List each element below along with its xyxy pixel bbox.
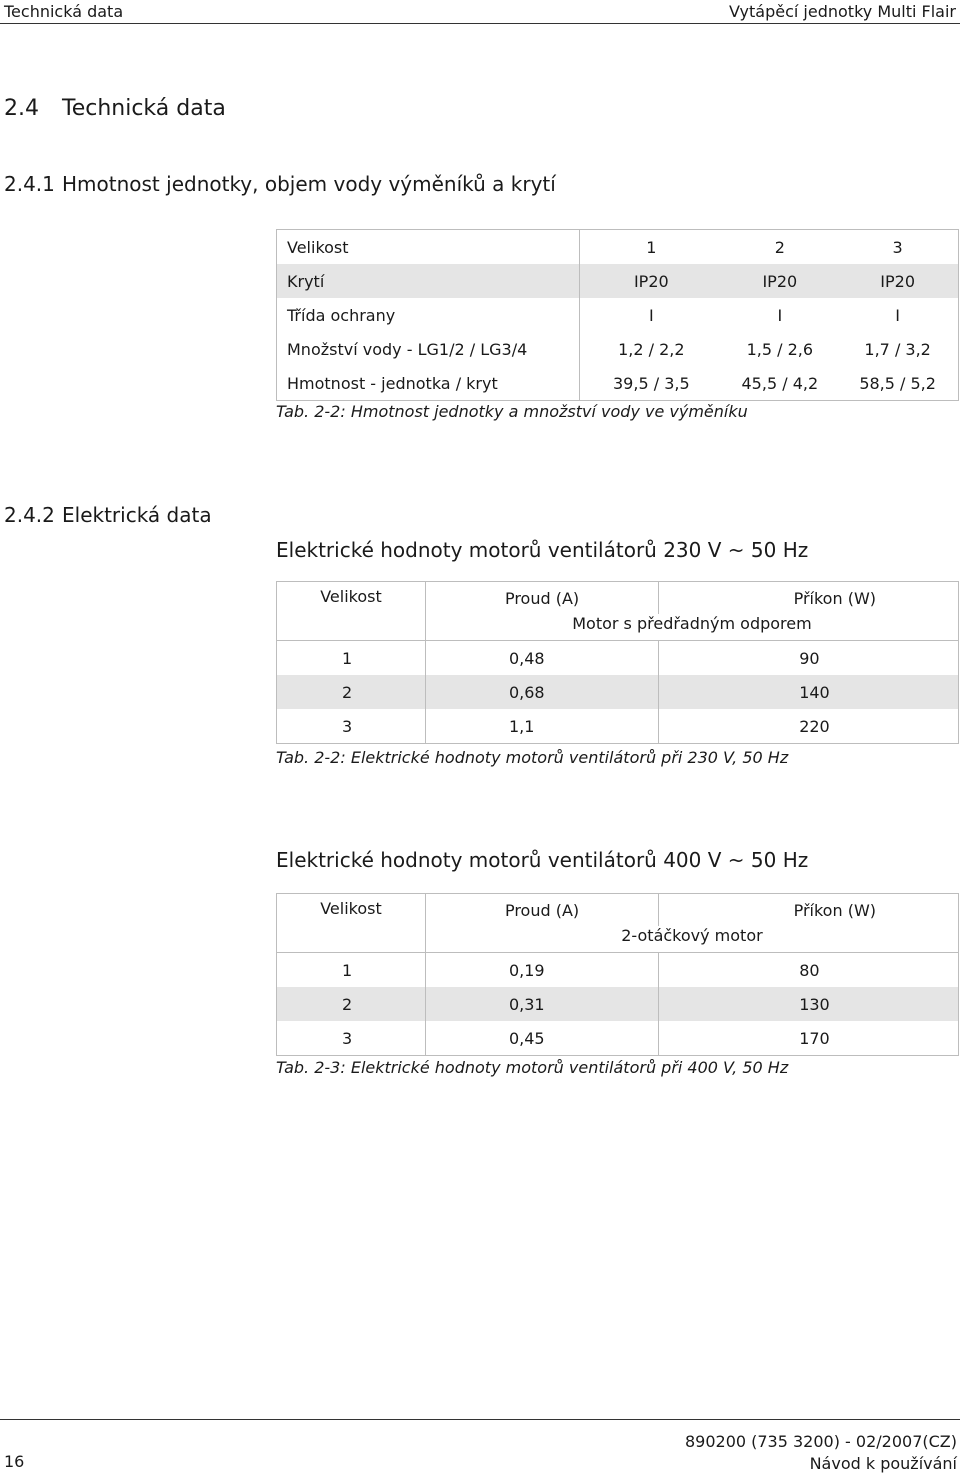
table-row (277, 264, 959, 298)
manual-label: Návod k používání (809, 1454, 957, 1473)
cell: 1 (277, 641, 426, 676)
cell: 2 (774, 237, 785, 257)
footer-doc-info (685, 1431, 957, 1475)
table-row (277, 366, 959, 401)
weight-water-table (276, 229, 959, 401)
page-number: 16 (4, 1452, 25, 1471)
subsection-1-number: 2.4.1 (4, 172, 55, 196)
table-row (277, 641, 959, 676)
cell: 3 (277, 709, 426, 744)
column-header-size: Velikost (277, 582, 426, 641)
column-header-current: Proud (A) (425, 582, 658, 615)
table-row (277, 675, 959, 709)
row-label: Třída ochrany (287, 305, 396, 325)
cell: 58,5 / 5,2 (859, 373, 936, 393)
header-rule (0, 23, 960, 24)
section-title (4, 96, 226, 121)
elec-230-table (276, 581, 959, 744)
cell: IP20 (837, 264, 958, 298)
subsection-2-number: 2.4.2 (4, 503, 55, 527)
subsection-2-title-text: Elektrická data (62, 503, 212, 527)
cell: 0,68 (425, 675, 658, 709)
table-header-row (277, 894, 959, 927)
cell: I (895, 305, 900, 325)
motor-type-subheader: 2-otáčkový motor (621, 926, 763, 945)
cell: 1,7 / 3,2 (864, 339, 931, 359)
table-row (277, 953, 959, 988)
row-label: Krytí (277, 264, 580, 298)
footer-rule (0, 1419, 960, 1420)
section-number: 2.4 (4, 96, 39, 121)
cell: 2 (277, 675, 426, 709)
subsection-2-title (4, 503, 212, 527)
cell: 1,5 / 2,6 (746, 339, 814, 359)
column-header-size: Velikost (277, 894, 426, 953)
column-header-current: Proud (A) (425, 894, 658, 927)
header-right: Vytápěcí jednotky Multi Flair (729, 2, 956, 21)
table-row (277, 332, 959, 366)
row-label: Velikost (287, 237, 349, 257)
elec-400-title: Elektrické hodnoty motorů ventilátorů 400 V ~ 50 Hz (276, 848, 809, 872)
cell: 1,2 / 2,2 (580, 332, 723, 366)
cell: 1,1 (425, 709, 658, 744)
cell: IP20 (580, 264, 723, 298)
motor-type-subheader: Motor s předřadným odporem (572, 614, 812, 633)
column-header-power: Příkon (W) (793, 900, 876, 920)
cell: 0,19 (425, 953, 658, 988)
cell: 3 (892, 237, 903, 257)
table-header-row (277, 582, 959, 615)
row-label: Množství vody - LG1/2 / LG3/4 (287, 339, 528, 359)
table-3-caption: Tab. 2-3: Elektrické hodnoty motorů ventilátorů při 400 V, 50 Hz (276, 1058, 789, 1077)
cell: 1 (580, 230, 723, 265)
cell: 39,5 / 3,5 (580, 366, 723, 401)
cell: 0,48 (425, 641, 658, 676)
table-row (277, 230, 959, 265)
table-row (277, 298, 959, 332)
cell: 0,45 (425, 1021, 658, 1056)
cell: 2 (277, 987, 426, 1021)
cell: 3 (277, 1021, 426, 1056)
cell: 45,5 / 4,2 (741, 373, 819, 393)
cell: 80 (659, 953, 959, 988)
cell: 170 (799, 1028, 830, 1048)
table-2-caption: Tab. 2-2: Elektrické hodnoty motorů ventilátorů při 230 V, 50 Hz (276, 748, 789, 767)
document-number: 890200 (735 3200) - 02/2007(CZ) (684, 1432, 957, 1451)
table-row (277, 1021, 959, 1056)
cell: 130 (659, 987, 959, 1021)
header-left: Technická data (4, 2, 124, 21)
column-header-power: Příkon (W) (793, 588, 876, 608)
cell: I (777, 305, 783, 325)
cell: IP20 (722, 264, 837, 298)
section-title-text: Technická data (62, 96, 226, 121)
elec-400-table (276, 893, 959, 1056)
table-row (277, 709, 959, 744)
cell: I (580, 298, 723, 332)
elec-230-title: Elektrické hodnoty motorů ventilátorů 230 V ~ 50 Hz (276, 538, 809, 562)
subsection-1-title-text: Hmotnost jednotky, objem vody výměníků a krytí (62, 172, 556, 196)
cell: 1 (277, 953, 426, 988)
cell: 140 (659, 675, 959, 709)
table-row (277, 987, 959, 1021)
cell: 0,31 (425, 987, 658, 1021)
table-1-caption: Tab. 2-2: Hmotnost jednotky a množství vody ve výměníku (276, 402, 748, 421)
subsection-1-title (4, 172, 556, 196)
row-label: Hmotnost - jednotka / kryt (287, 373, 498, 393)
cell: 90 (659, 641, 959, 676)
cell: 220 (799, 716, 830, 736)
